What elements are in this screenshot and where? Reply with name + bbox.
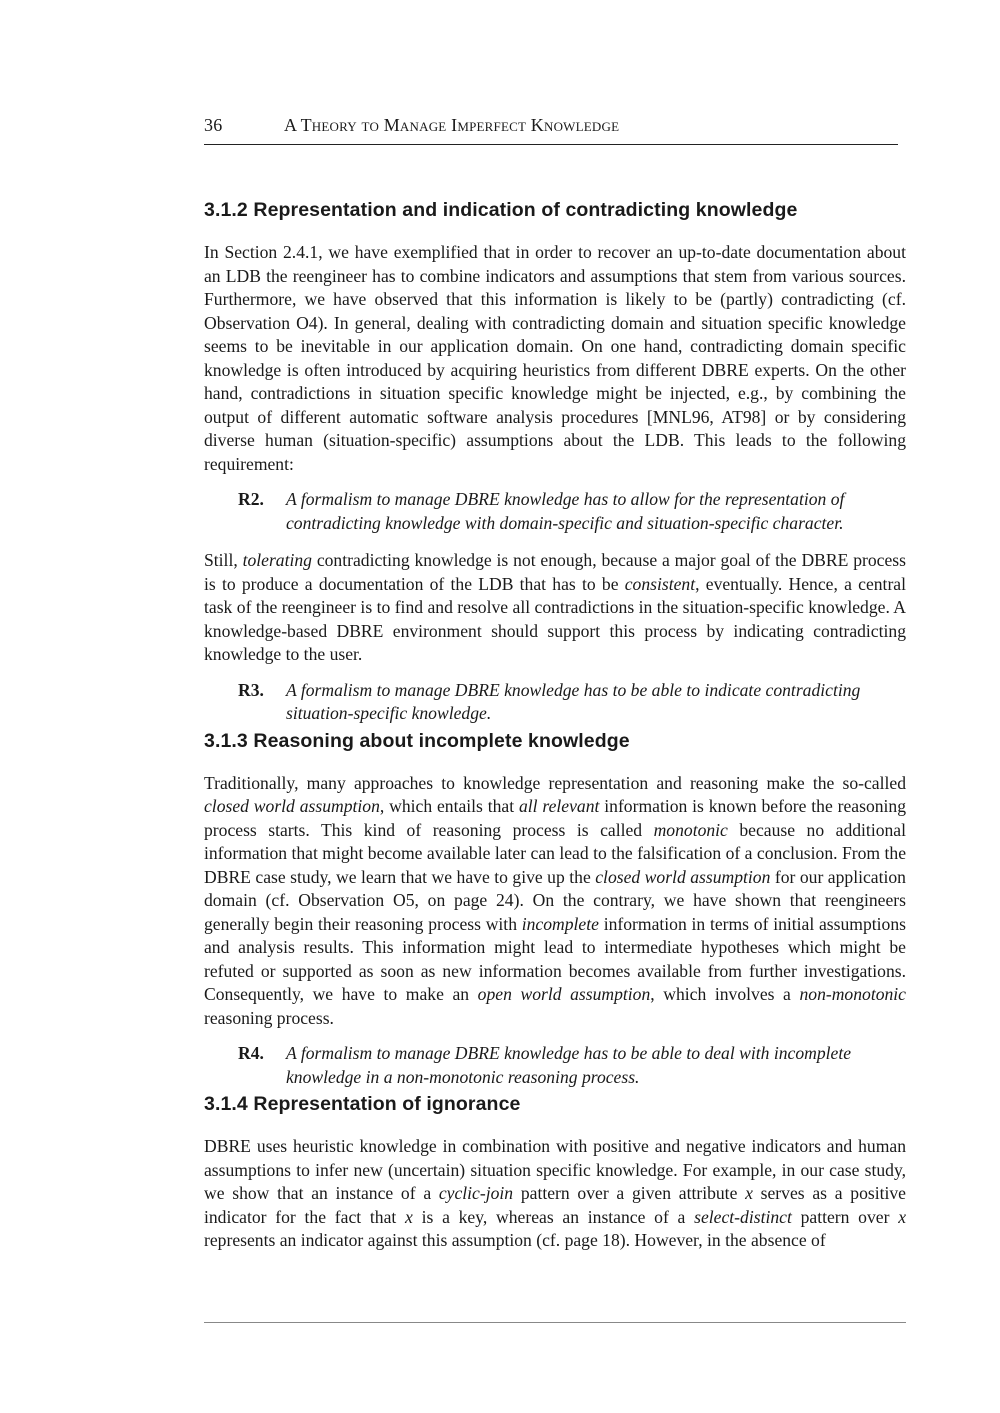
section-heading-3-1-2: 3.1.2 Representation and indication of contradicting knowledge <box>204 199 798 221</box>
requirement-label: R3. <box>238 679 264 700</box>
requirement-r4 <box>204 1042 906 1089</box>
requirement-label: R2. <box>238 489 264 509</box>
requirement-r2 <box>204 488 906 535</box>
running-title: A Theory to Manage Imperfect Knowledge <box>284 115 620 135</box>
requirement-text: A formalism to manage DBRE knowledge has to be able to deal with incomplete knowledge in a non-monotonic reasoning process. <box>286 1043 852 1087</box>
footer-rule <box>204 1322 906 1323</box>
section-heading-3-1-3: 3.1.3 Reasoning about incomplete knowledge <box>204 729 630 752</box>
requirement-label: R4. <box>238 1043 264 1063</box>
paragraph: Still, tolerating contradicting knowledge is not enough, because a major goal of the DBRE process is to produce a documentation of the LDB that has to be consistent, eventually. Hence, a central task of the reengineer is to find and resolve all contradictions in the situation-specific knowledge. A knowledge-based DBRE environment should support this process by indicating contradicting knowledge to the user. <box>204 550 906 664</box>
requirement-text: A formalism to manage DBRE knowledge has to be able to indicate contradicting situation-specific knowledge. <box>286 679 861 723</box>
page-number: 36 <box>204 115 223 135</box>
paragraph: Traditionally, many approaches to knowledge representation and reasoning make the so-called closed world assumption, which entails that all relevant information is known before the reasoning process starts. This kind of reasoning process is called monotonic because no additional information that might become available later can lead to the falsification of a conclusion. From the DBRE case study, we learn that we have to give up the closed world assumption for our application domain (cf. Observation O5, on page 24). On the contrary, we have shown that reengineers generally begin their reasoning process with incomplete information in terms of initial assumptions and analysis results. This information might lead to intermediate hypotheses which might be refuted or supported as soon as new information becomes available from further investigations. Consequently, we have to make an open world assumption, which involves a non-monotonic reasoning process. <box>204 772 907 1028</box>
main-content <box>204 195 906 1253</box>
paragraph: DBRE uses heuristic knowledge in combination with positive and negative indicators and human assumptions to infer new (uncertain) situation specific knowledge. For example, in our case study, we show that an instance of a cyclic-join pattern over a given attribute x serves as a positive indicator for the fact that x is a key, whereas an instance of a select-distinct pattern over x represents an indicator against this assumption (cf. page 18). However, in the absence of <box>204 1136 907 1250</box>
paragraph: In Section 2.4.1, we have exemplified that in order to recover an up-to-date documentation about an LDB the reengineer has to combine indicators and assumptions that stem from various sources. Furthermore, we have observed that this information is likely to be (partly) contradicting (cf. Observation O4). In general, dealing with contradicting domain and situation specific knowledge seems to be inevitable in our application domain. On one hand, contradicting domain specific knowledge is often introduced by acquiring heuristics from different DBRE experts. On the other hand, contradictions in situation specific knowledge might be injected, e.g., by combining the output of different automatic software analysis procedures [MNL96, AT98] or by considering diverse human (situation-specific) assumptions about the LDB. This leads to the following requirement: <box>204 242 906 474</box>
running-header <box>204 114 898 145</box>
requirement-text: A formalism to manage DBRE knowledge has to allow for the representation of contradicting knowledge with domain-specific and situation-specific character. <box>286 489 845 533</box>
requirement-r3 <box>204 679 906 726</box>
section-heading-3-1-4: 3.1.4 Representation of ignorance <box>204 1093 521 1115</box>
